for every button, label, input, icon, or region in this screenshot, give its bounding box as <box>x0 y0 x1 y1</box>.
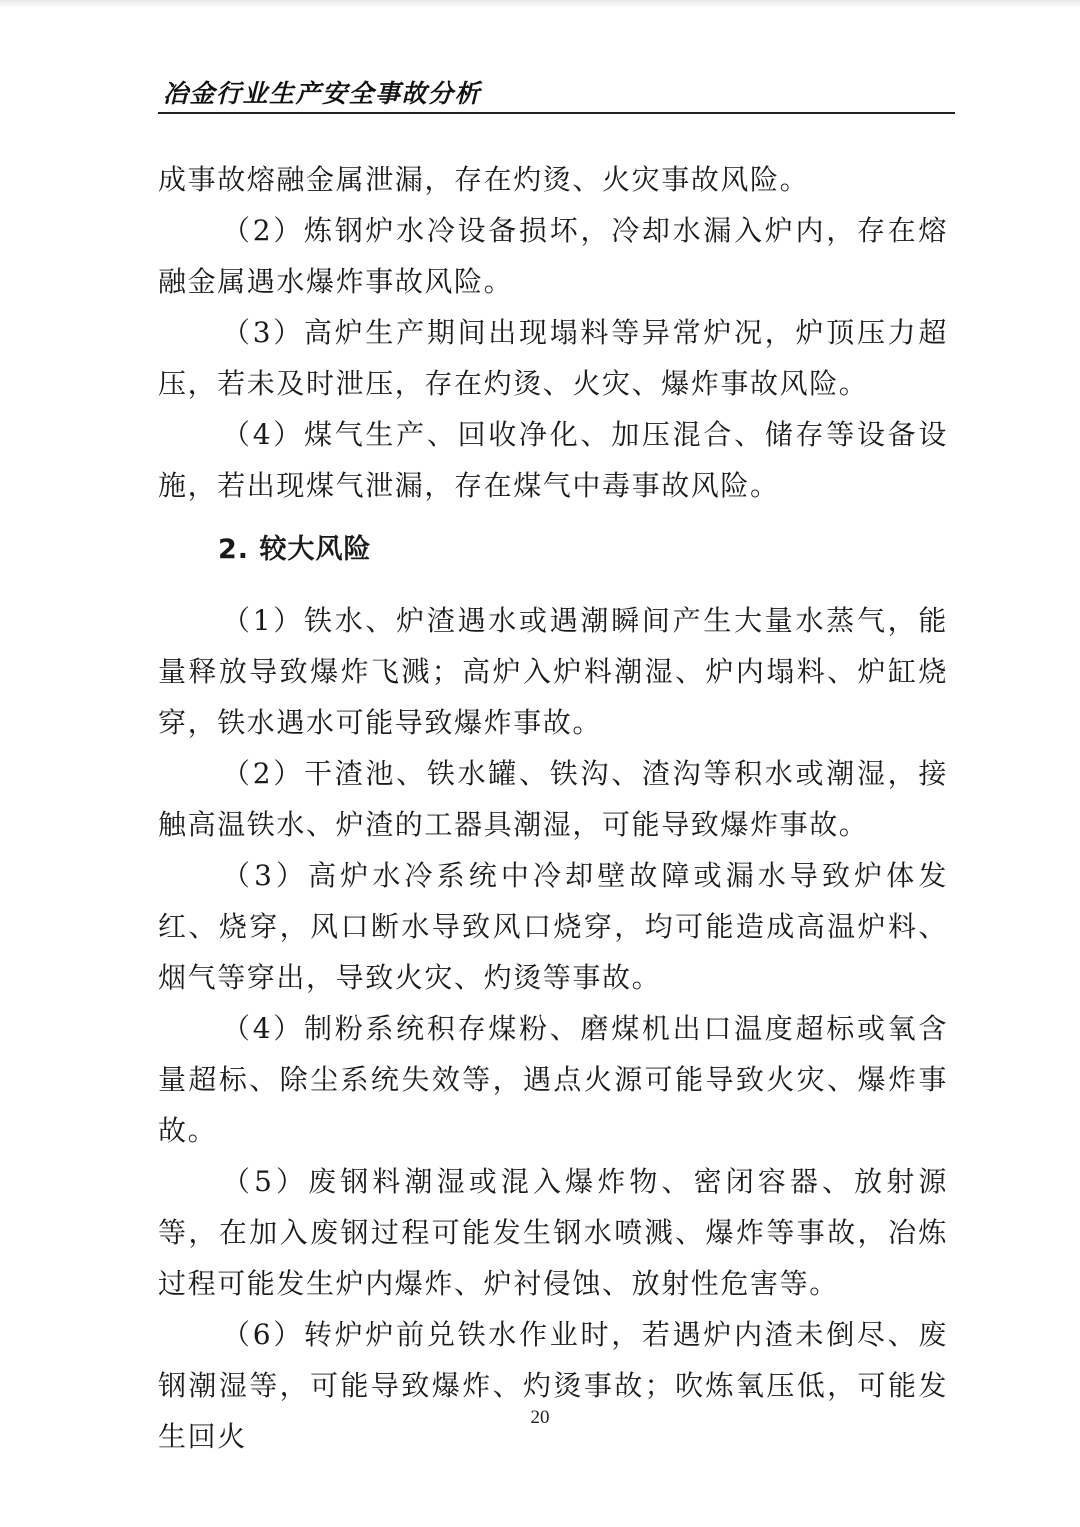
header-rule <box>158 112 955 114</box>
body-paragraph: （6）转炉炉前兑铁水作业时，若遇炉内渣未倒尽、废钢潮湿等，可能导致爆炸、灼烫事故；吹炼氧压低，可能发生回火 <box>158 1318 948 1453</box>
body-paragraph: （1）铁水、炉渣遇水或遇潮瞬间产生大量水蒸气，能量释放导致爆炸飞溅；高炉入炉料潮湿、炉内塌料、炉缸烧穿，铁水遇水可能导致爆炸事故。 <box>158 604 948 739</box>
running-header-title: 冶金行业生产安全事故分析 <box>163 79 482 108</box>
body-paragraph: （4）制粉系统积存煤粉、磨煤机出口温度超标或氧含量超标、除尘系统失效等，遇点火源可能导致火灾、爆炸事故。 <box>158 1012 948 1147</box>
body-paragraph: （2）干渣池、铁水罐、铁沟、渣沟等积水或潮湿，接触高温铁水、炉渣的工器具潮湿，可能导致爆炸事故。 <box>158 757 948 841</box>
page-body <box>158 154 948 1462</box>
page-number: 20 <box>530 1407 550 1428</box>
body-paragraph: （2）炼钢炉水冷设备损坏，冷却水漏入炉内，存在熔融金属遇水爆炸事故风险。 <box>158 214 948 298</box>
body-paragraph: （5）废钢料潮湿或混入爆炸物、密闭容器、放射源等，在加入废钢过程可能发生钢水喷溅、爆炸等事故，冶炼过程可能发生炉内爆炸、炉衬侵蚀、放射性危害等。 <box>158 1165 948 1300</box>
body-paragraph-continuation: 成事故熔融金属泄漏，存在灼烫、火灾事故风险。 <box>158 163 810 196</box>
body-paragraph: （3）高炉生产期间出现塌料等异常炉况，炉顶压力超压，若未及时泄压，存在灼烫、火灾、爆炸事故风险。 <box>158 316 948 400</box>
section-heading: 2. 较大风险 <box>218 534 372 565</box>
body-paragraph: （3）高炉水冷系统中冷却壁故障或漏水导致炉体发红、烧穿，风口断水导致风口烧穿，均可能造成高温炉料、烟气等穿出，导致火灾、灼烫等事故。 <box>158 859 948 994</box>
body-paragraph: （4）煤气生产、回收净化、加压混合、储存等设备设施，若出现煤气泄漏，存在煤气中毒事故风险。 <box>158 418 948 502</box>
scan-edge <box>0 0 1080 8</box>
